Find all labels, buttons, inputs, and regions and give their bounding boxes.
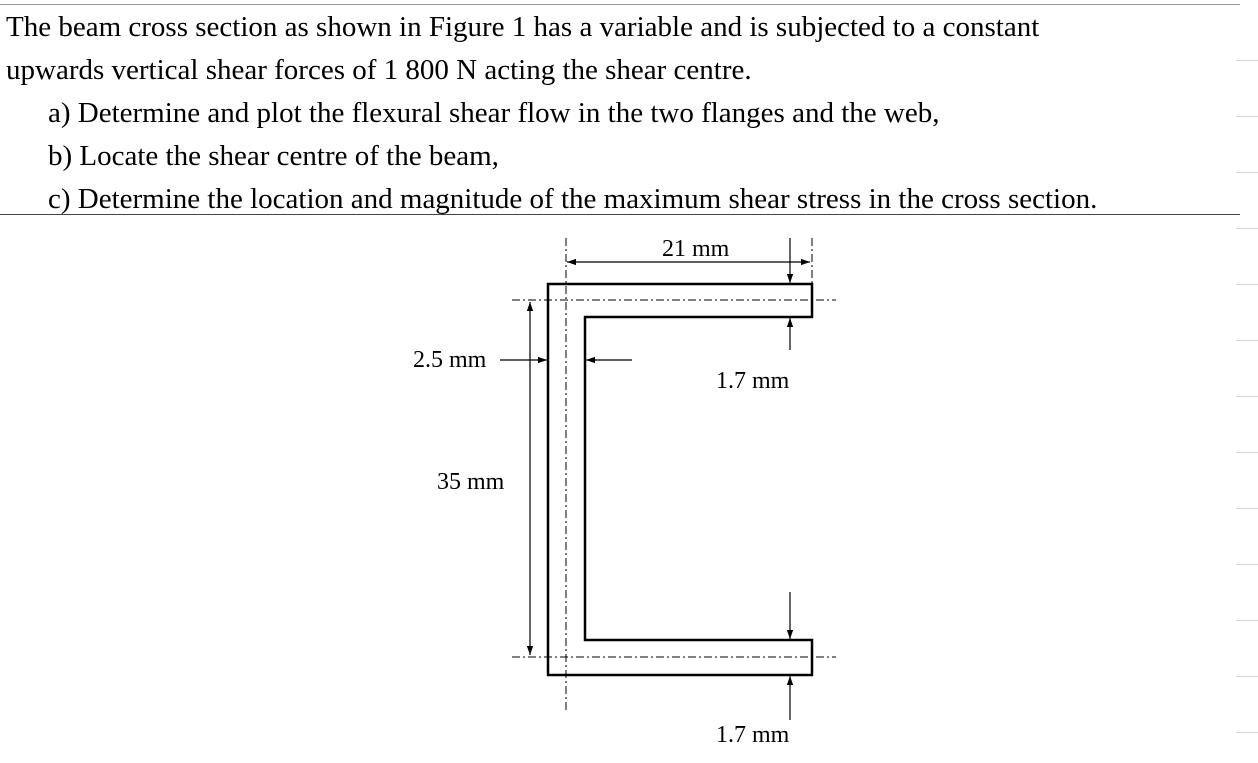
- channel-section-outline: [548, 284, 812, 675]
- web-thickness-label: 2.5 mm: [413, 347, 487, 373]
- height-label: 35 mm: [437, 469, 505, 495]
- question-c-text: Determine the location and magnitude of the maximum shear stress in the cross section.: [77, 183, 1098, 215]
- question-c-label: c): [48, 183, 71, 215]
- statement-line-2: upwards vertical shear forces of 1 800 N acting the shear centre.: [6, 54, 752, 86]
- top-flange-thickness-label: 1.7 mm: [716, 368, 790, 394]
- question-a-label: a): [48, 97, 71, 129]
- question-b-label: b): [48, 140, 73, 172]
- statement-line-1: The beam cross section as shown in Figure 1 has a variable and is subjected to a constant: [6, 11, 1040, 43]
- bottom-flange-thickness-label: 1.7 mm: [716, 722, 790, 748]
- flange-width-label: 21 mm: [662, 236, 730, 262]
- question-a-text: Determine and plot the flexural shear flow in the two flanges and the web,: [77, 97, 940, 129]
- question-b-text: Locate the shear centre of the beam,: [79, 140, 499, 172]
